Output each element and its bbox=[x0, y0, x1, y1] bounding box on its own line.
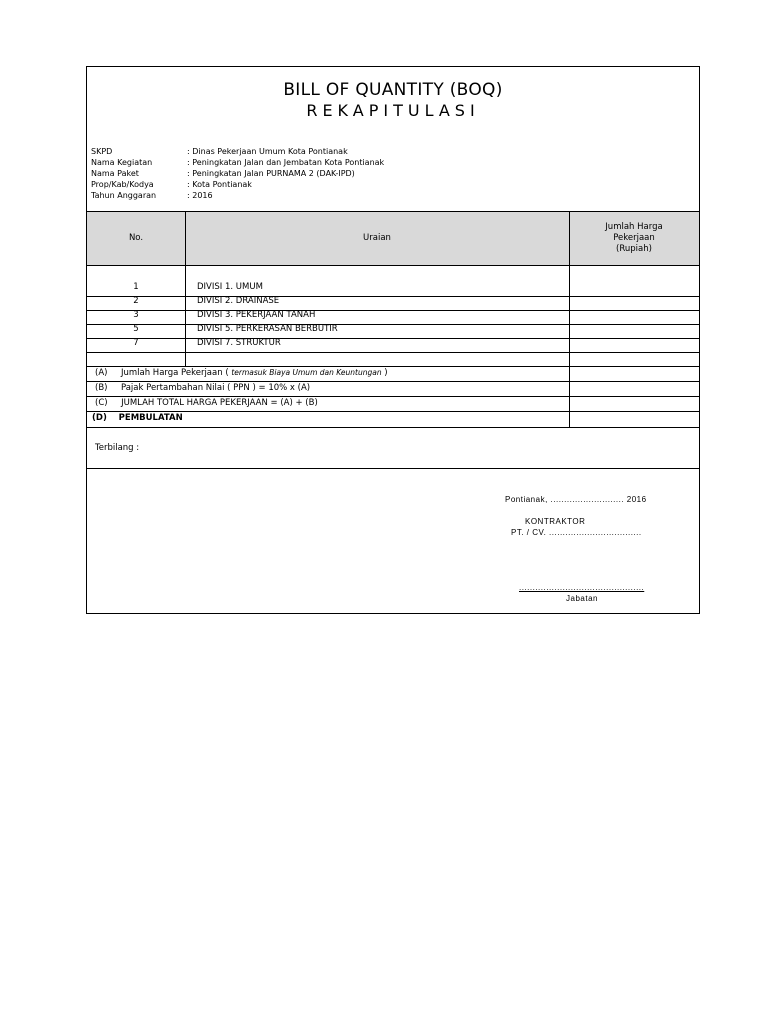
summary-d-text: PEMBULATAN bbox=[118, 413, 183, 423]
summary-c-text: JUMLAH TOTAL HARGA PEKERJAAN = (A) + (B) bbox=[121, 398, 318, 408]
row-no: 2 bbox=[133, 296, 139, 306]
row-no: 7 bbox=[133, 338, 139, 348]
header-jumlah-line2: Pekerjaan bbox=[613, 233, 655, 243]
summary-a-code: (A) bbox=[95, 368, 108, 378]
info-value: : 2016 bbox=[187, 191, 213, 200]
header-jumlah-line3: (Rupiah) bbox=[616, 244, 652, 254]
row-uraian: DIVISI 3. PEKERJAAN TANAH bbox=[197, 310, 316, 320]
document-subtitle: REKAPITULASI bbox=[306, 101, 480, 120]
signature-name-line: .............................................. bbox=[519, 583, 645, 592]
info-key: SKPD bbox=[91, 147, 113, 156]
info-row-nama-paket bbox=[91, 168, 384, 179]
info-key: Tahun Anggaran bbox=[91, 191, 157, 200]
header-no: No. bbox=[128, 233, 144, 243]
summary-a bbox=[95, 368, 388, 378]
row-divider bbox=[87, 396, 699, 397]
summary-c bbox=[95, 398, 318, 408]
row-divider bbox=[87, 468, 699, 469]
row-uraian: DIVISI 2. DRAINASE bbox=[197, 296, 280, 306]
table-header bbox=[87, 211, 699, 266]
row-divider bbox=[87, 427, 699, 428]
row-divider bbox=[569, 296, 699, 297]
column-divider bbox=[185, 211, 186, 366]
boq-document bbox=[86, 66, 700, 614]
summary-a-end: ) bbox=[384, 368, 388, 378]
summary-d-code: (D) bbox=[92, 413, 107, 423]
info-value: : Peningkatan Jalan PURNAMA 2 (DAK-IPD) bbox=[187, 169, 355, 178]
header-jumlah-harga bbox=[569, 222, 699, 255]
info-row-prop-kab-kodya bbox=[91, 179, 384, 190]
summary-a-italic: termasuk Biaya Umum dan Keuntungan bbox=[231, 368, 382, 377]
info-value: : Dinas Pekerjaan Umum Kota Pontianak bbox=[187, 147, 348, 156]
row-uraian: DIVISI 1. UMUM bbox=[197, 282, 263, 292]
info-key: Nama Paket bbox=[91, 169, 139, 178]
terbilang-label: Terbilang : bbox=[95, 443, 140, 453]
document-title: BILL OF QUANTITY (BOQ) bbox=[283, 80, 503, 100]
info-value: : Peningkatan Jalan dan Jembatan Kota Pontianak bbox=[187, 158, 385, 167]
summary-d bbox=[92, 413, 183, 423]
row-divider bbox=[87, 352, 699, 353]
row-divider bbox=[87, 411, 699, 412]
header-uraian: Uraian bbox=[363, 233, 391, 243]
header-jumlah-line1: Jumlah Harga bbox=[605, 222, 663, 232]
info-row-nama-kegiatan bbox=[91, 157, 384, 168]
info-key: Prop/Kab/Kodya bbox=[91, 180, 154, 189]
summary-b-text: Pajak Pertambahan Nilai ( PPN ) = 10% x (A) bbox=[120, 383, 311, 393]
summary-b bbox=[95, 383, 310, 393]
info-row-skpd bbox=[91, 146, 384, 157]
row-no: 1 bbox=[133, 282, 139, 292]
row-divider bbox=[87, 381, 699, 382]
row-no: 3 bbox=[133, 310, 139, 320]
kontraktor-label: KONTRAKTOR bbox=[525, 517, 586, 526]
info-row-tahun-anggaran bbox=[91, 190, 384, 201]
summary-a-text: Jumlah Harga Pekerjaan ( bbox=[120, 368, 229, 378]
info-key: Nama Kegiatan bbox=[91, 158, 153, 167]
row-uraian: DIVISI 5. PERKERASAN BERBUTIR bbox=[197, 324, 338, 334]
jabatan-label: Jabatan bbox=[566, 594, 598, 603]
row-no: 5 bbox=[133, 324, 139, 334]
summary-b-code: (B) bbox=[95, 383, 108, 393]
project-info bbox=[91, 146, 384, 201]
info-value: : Kota Pontianak bbox=[187, 180, 252, 189]
summary-c-code: (C) bbox=[95, 398, 108, 408]
row-uraian: DIVISI 7. STRUKTUR bbox=[197, 338, 281, 348]
place-date: Pontianak, ........................... 2016 bbox=[505, 495, 647, 504]
column-divider bbox=[569, 211, 570, 427]
company-line: PT. / CV. .................................. bbox=[511, 528, 642, 537]
row-divider bbox=[87, 366, 699, 367]
